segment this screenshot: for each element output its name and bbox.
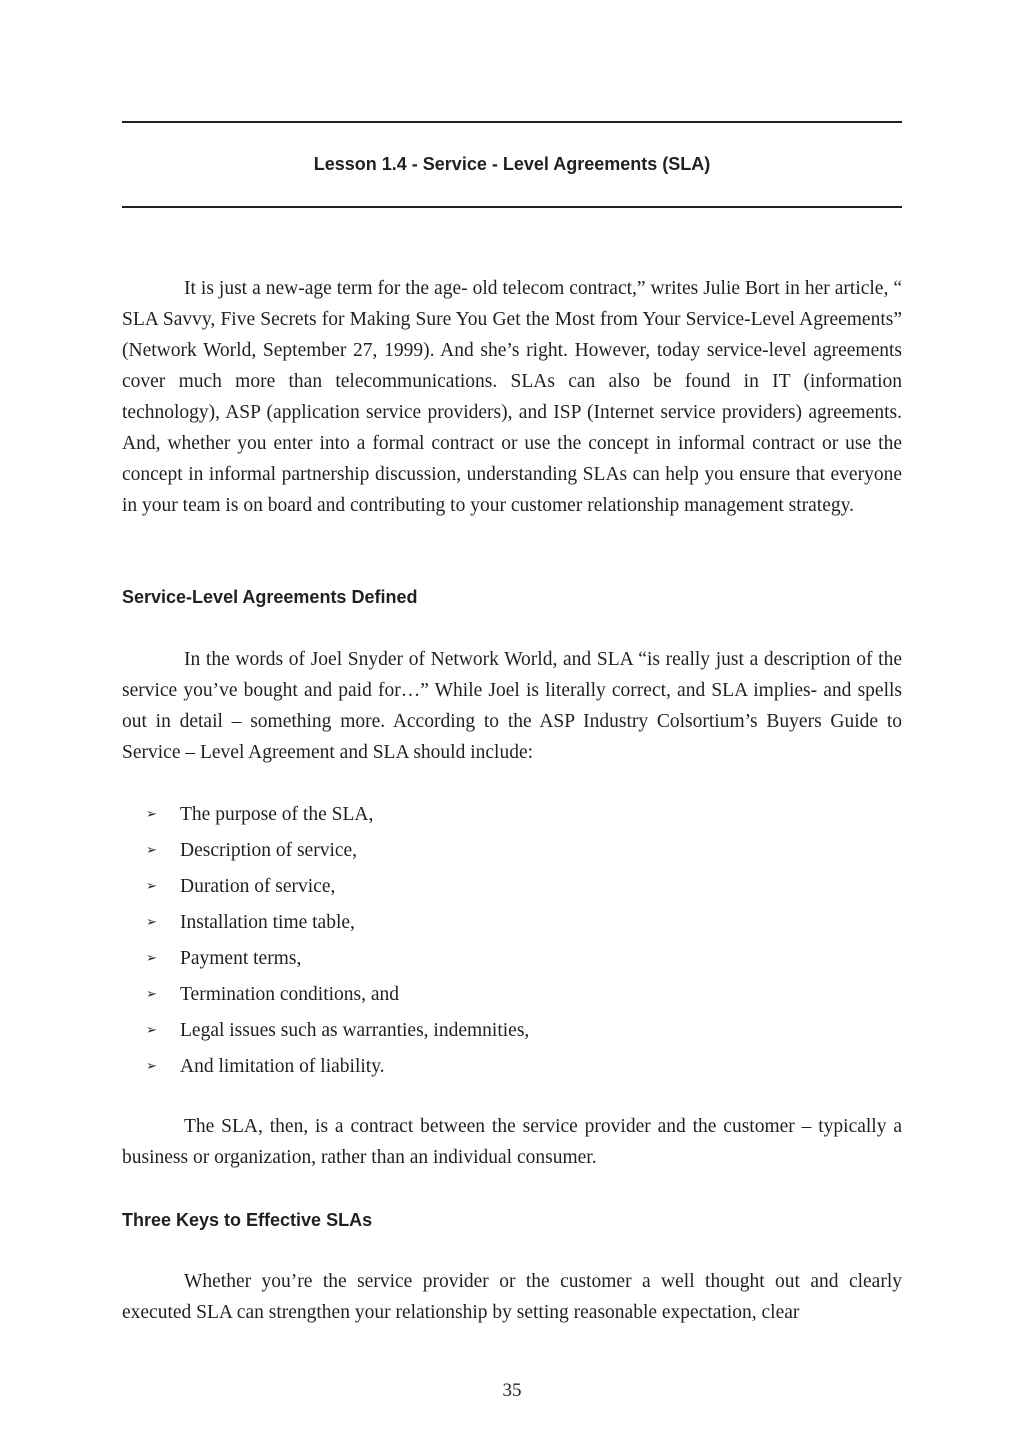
keys-paragraph: Whether you’re the service provider or the customer a well thought out and clearly executed SLA can strengthen your relationship by setting reasonable expectation, clear [122, 1271, 902, 1323]
sla-contents-list [122, 799, 902, 1087]
list-item-text: And limitation of liability. [180, 1056, 385, 1077]
section-heading-keys: Three Keys to Effective SLAs [122, 1210, 373, 1230]
list-item-text: Duration of service, [180, 876, 336, 897]
list-item [122, 907, 902, 943]
list-item [122, 979, 902, 1015]
list-item [122, 943, 902, 979]
list-item [122, 799, 902, 835]
list-item-text: Legal issues such as warranties, indemnities, [180, 1020, 530, 1041]
list-item-text: The purpose of the SLA, [180, 804, 374, 825]
contract-paragraph: The SLA, then, is a contract between the service provider and the customer – typically a business or organization, rather than an individual consumer. [122, 1116, 902, 1168]
list-item-text: Installation time table, [180, 912, 355, 933]
list-item [122, 871, 902, 907]
arrowhead-bullet-icon: ➢ [146, 807, 157, 822]
arrowhead-bullet-icon: ➢ [146, 1059, 157, 1074]
list-item-text: Description of service, [180, 840, 358, 861]
defined-paragraph: In the words of Joel Snyder of Network World, and SLA “is really just a description of the service you’ve bought and paid for…” While Joel is literally correct, and SLA implies- and spells out in detail – something more. According to the ASP Industry Colsortium’s Buyers Guide to Service – Level Agreement and SLA should include: [122, 649, 902, 763]
section-heading-defined: Service-Level Agreements Defined [122, 587, 418, 607]
header-top-rule [122, 121, 902, 123]
list-item-text: Payment terms, [180, 948, 302, 969]
arrowhead-bullet-icon: ➢ [146, 879, 157, 894]
arrowhead-bullet-icon: ➢ [146, 951, 157, 966]
arrowhead-bullet-icon: ➢ [146, 987, 157, 1002]
arrowhead-bullet-icon: ➢ [146, 1023, 157, 1038]
list-item [122, 1015, 902, 1051]
document-page [122, 0, 902, 1448]
page-number: 35 [502, 1380, 522, 1401]
list-item [122, 835, 902, 871]
arrowhead-bullet-icon: ➢ [146, 915, 157, 930]
list-item [122, 1051, 902, 1087]
lesson-title: Lesson 1.4 - Service - Level Agreements (SLA) [313, 154, 711, 174]
list-item-text: Termination conditions, and [180, 984, 400, 1005]
intro-paragraph: It is just a new-age term for the age- old telecom contract,” writes Julie Bort in her article, “ SLA Savvy, Five Secrets for Making Sure You Get the Most from Your Service-Level Agreements” (Network World, September 27, 1999). And she’s right. However, today service-level agreements cover much more than telecommunications. SLAs can also be found in IT (information technology), ASP (application service providers), and ISP (Internet service providers) agreements. And, whether you enter into a formal contract or use the concept in informal contract or use the concept in informal partnership discussion, understanding SLAs can help you ensure that everyone in your team is on board and contributing to your customer relationship management strategy. [122, 278, 902, 516]
arrowhead-bullet-icon: ➢ [146, 843, 157, 858]
header-bottom-rule [122, 206, 902, 208]
